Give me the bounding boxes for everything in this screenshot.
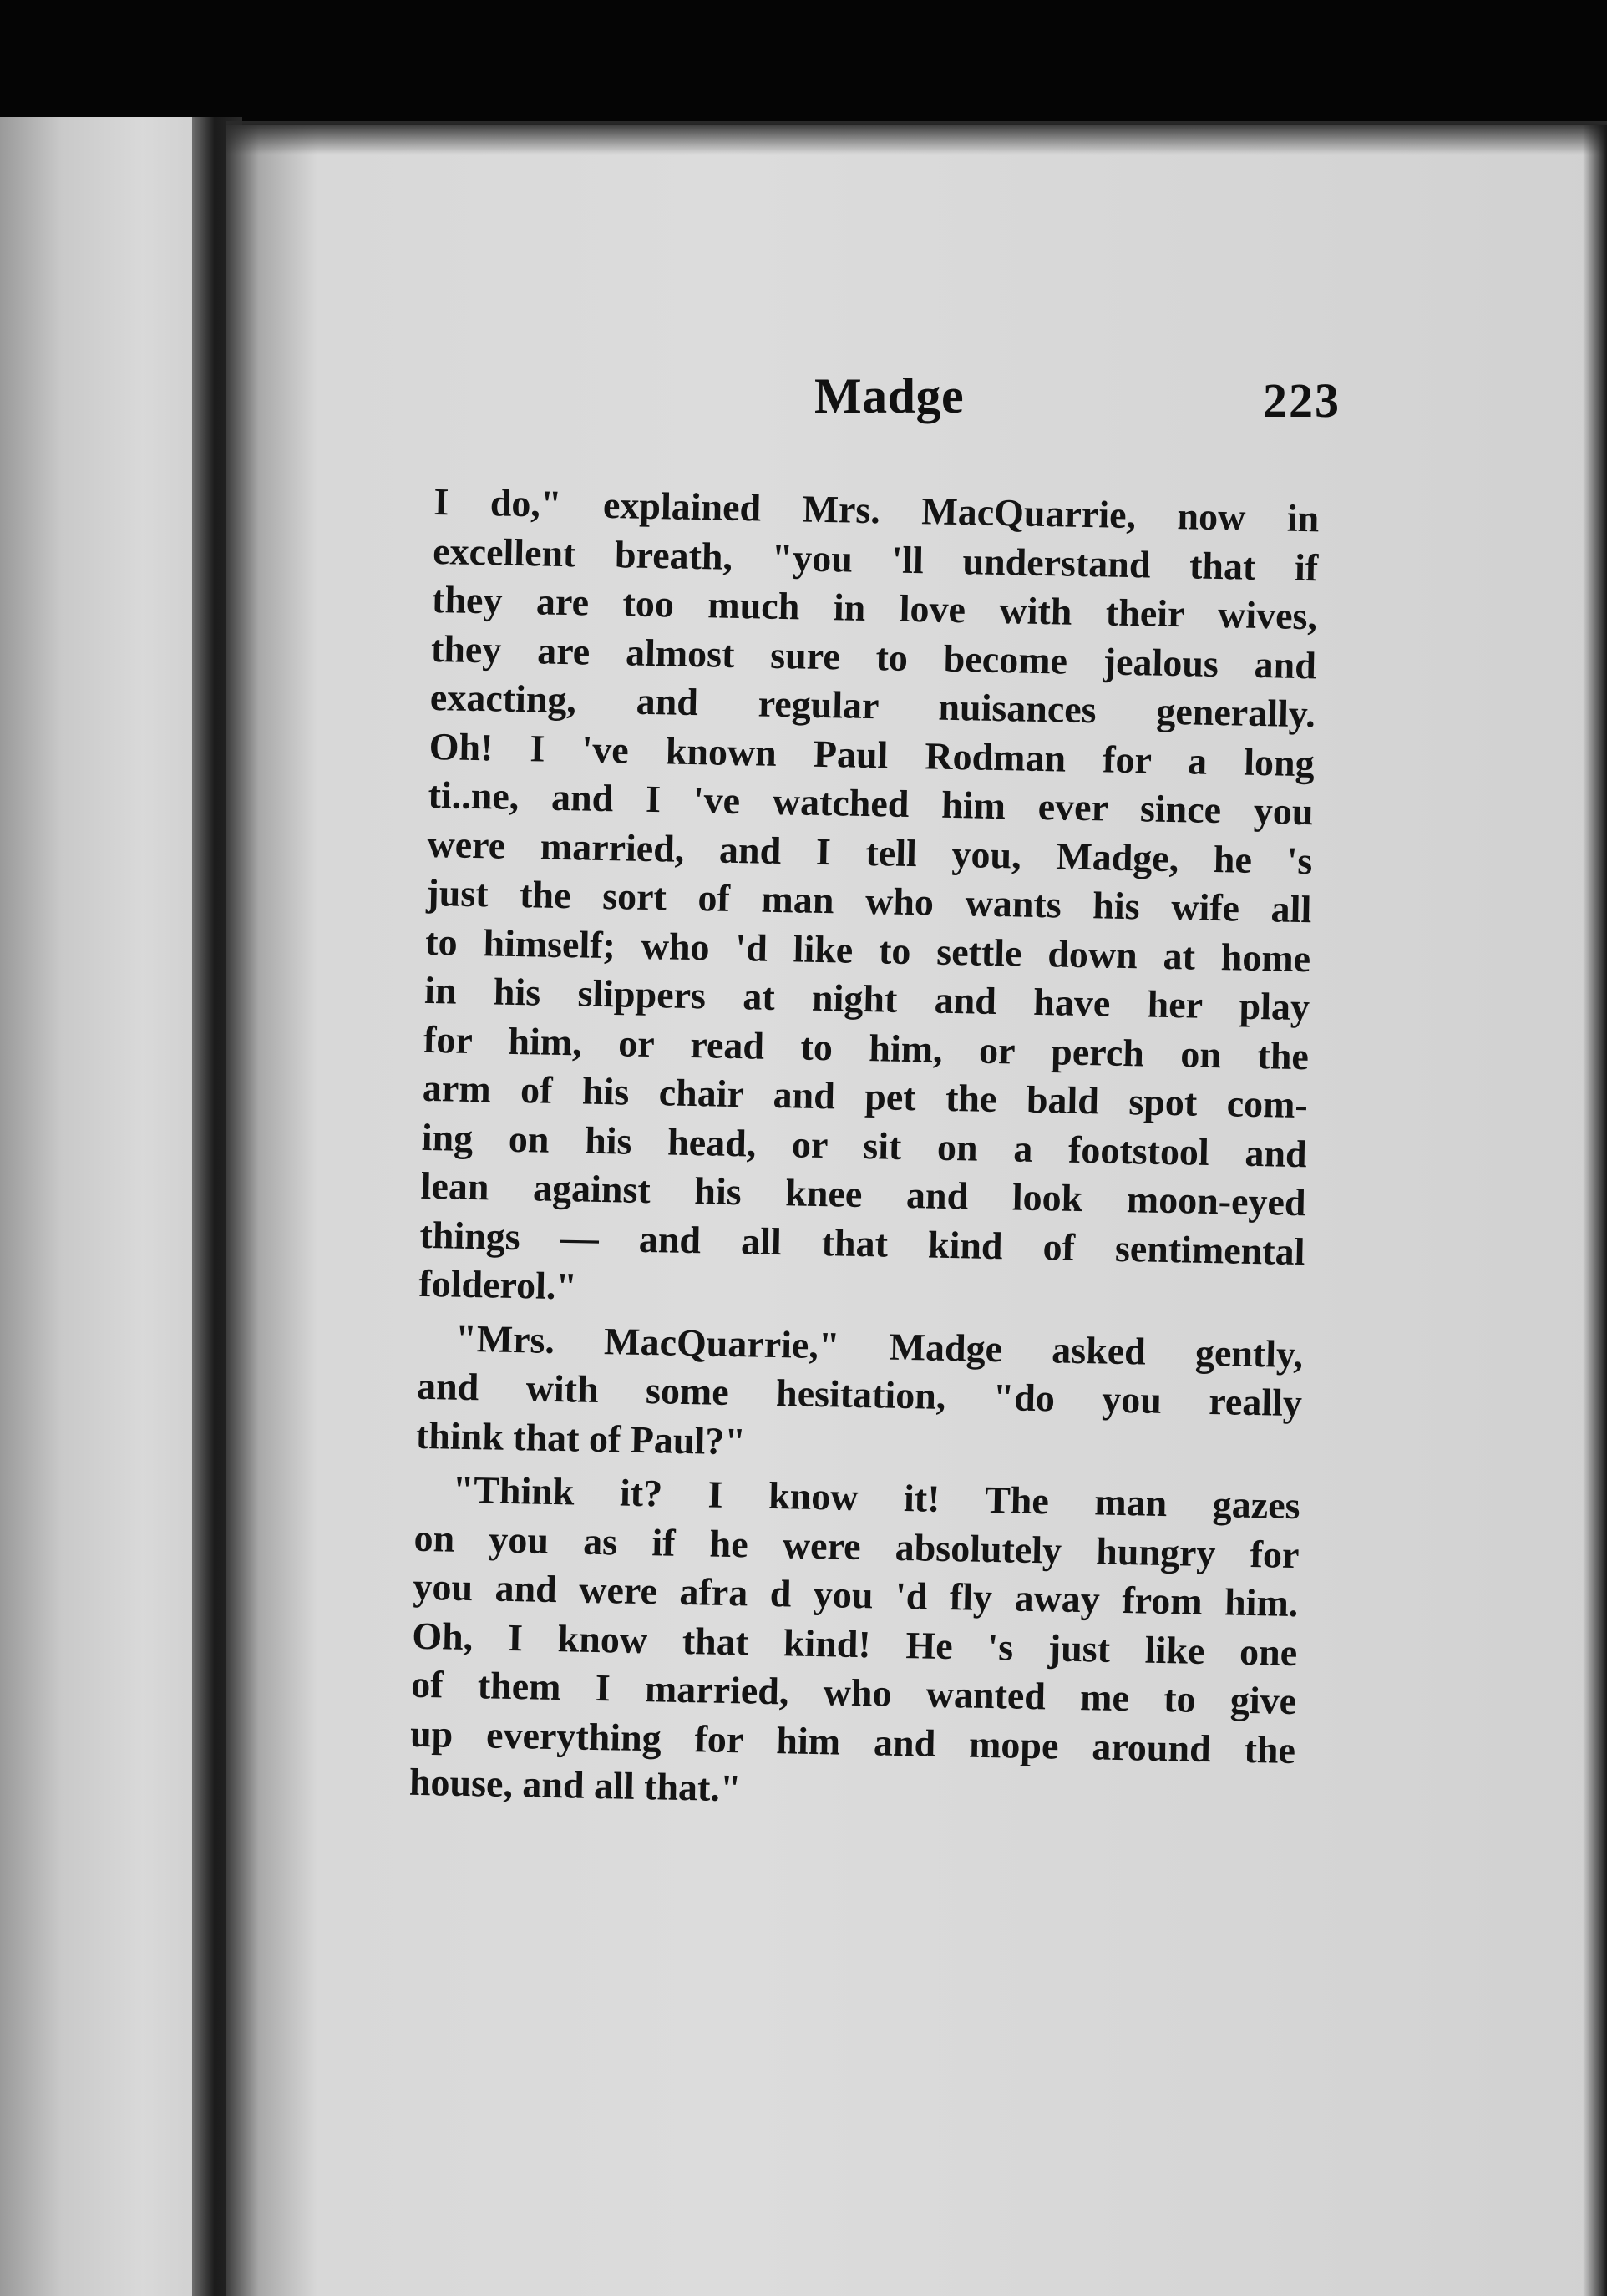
paragraph: [418, 478, 1320, 1325]
text-line: on you as if he were absolutely hungry for: [413, 1516, 1300, 1576]
body-text: [408, 478, 1319, 1824]
page-right-edge: [1583, 125, 1607, 2296]
text-line: they are too much in love with their wives,: [431, 577, 1318, 638]
running-head: Madge: [814, 368, 965, 423]
text-line: I do," explained Mrs. MacQuarrie, now in: [433, 479, 1320, 540]
paragraph: [415, 1313, 1303, 1477]
text-line: ti..ne, and I 've watched him ever since you: [428, 773, 1315, 834]
paragraph: [408, 1465, 1300, 1824]
text-line: of them I married, who wanted me to give: [410, 1662, 1297, 1723]
text-line: for him, or read to him, or perch on the: [423, 1017, 1310, 1077]
text-line: up everything for him and mope around the: [409, 1711, 1296, 1771]
text-line: house, and all that.": [408, 1760, 742, 1810]
text-line: in his slippers at night and have her play: [423, 968, 1310, 1029]
text-line: just the sort of man who wants his wife all: [425, 870, 1312, 931]
text-line: think that of Paul?": [415, 1413, 747, 1462]
text-line: "Think it? I know it! The man gazes: [452, 1467, 1301, 1528]
text-line: Oh! I 've known Paul Rodman for a long: [428, 724, 1316, 784]
facing-page-fragment: [0, 117, 205, 2296]
text-line: to himself; who 'd like to settle down at home: [424, 920, 1311, 980]
text-line: "Mrs. MacQuarrie," Madge asked gently,: [454, 1316, 1304, 1376]
text-line: were married, and I tell you, Madge, he 's: [427, 822, 1313, 882]
text-line: exacting, and regular nuisances generally.: [429, 675, 1316, 736]
text-line: Oh, I know that kind! He 's just like one: [411, 1614, 1298, 1674]
text-line: lean against his knee and look moon-eyed: [420, 1163, 1307, 1224]
text-line: arm of his chair and pet the bald spot com-: [422, 1066, 1309, 1127]
text-line: folderol.": [418, 1261, 578, 1308]
text-line: and with some hesitation, "do you really: [416, 1364, 1303, 1425]
page-number: 223: [1263, 373, 1341, 428]
text-line: excellent breath, "you 'll understand that if: [432, 529, 1319, 589]
text-line: things — and all that kind of sentimental: [419, 1213, 1305, 1273]
text-line: ing on his head, or sit on a footstool and: [421, 1115, 1308, 1175]
text-line: you and were afra d you 'd fly away from him.: [413, 1564, 1299, 1625]
scan-top-border: [0, 0, 1607, 121]
text-line: they are almost sure to become jealous and: [430, 626, 1317, 687]
page-top-shadow: [226, 121, 1607, 155]
page-header: [422, 367, 1341, 434]
